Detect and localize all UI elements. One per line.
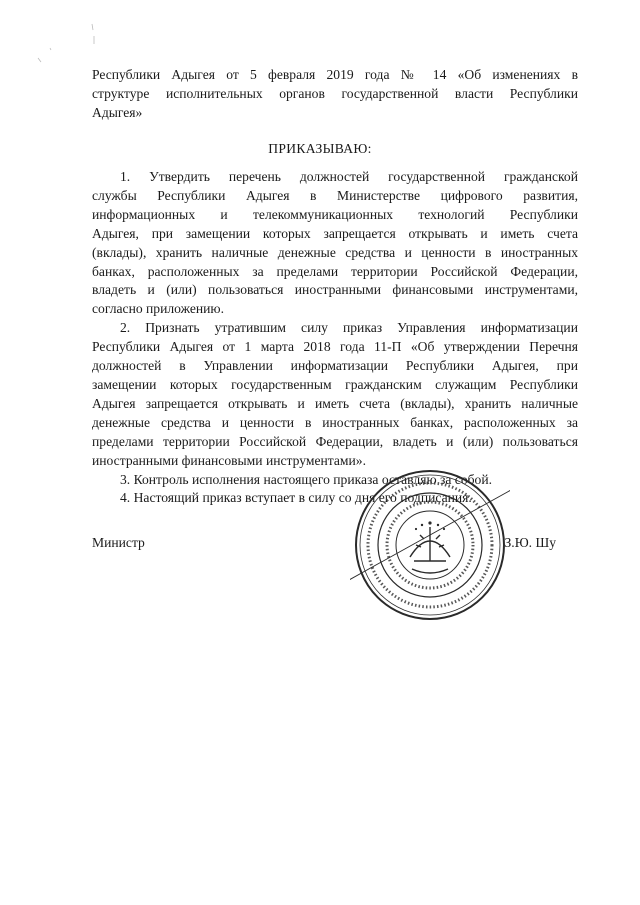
- preamble-continuation: [92, 66, 578, 123]
- p1-line: информационных и телекоммуникационных технологий Республики: [92, 206, 578, 222]
- p1-line: банках, расположенных за пределами территории Российской Федерации,: [92, 263, 578, 279]
- p1-line: службы Республики Адыгея в Министерстве цифрового развития,: [92, 187, 578, 203]
- p2-line: Адыгея запрещается открывать и иметь счета (вклады), хранить наличные: [92, 395, 578, 411]
- preamble-line: Республики Адыгея от 5 февраля 2019 года № 14 «Об изменениях в: [92, 67, 578, 82]
- p2-line: Республики Адыгея от 1 марта 2018 года 11-П «Об утверждении Перечня: [92, 339, 578, 355]
- p1-line: владеть и (или) пользоваться иностранными финансовыми инструментами,: [92, 282, 578, 298]
- signatory-title: Министр: [92, 535, 145, 550]
- preamble-line: Адыгея»: [92, 104, 143, 120]
- p2-line: пределами территории Российской Федерации, владеть и (или) пользоваться: [92, 433, 578, 449]
- p1-line: согласно приложению.: [92, 301, 224, 317]
- p1-line: (вклады), хранить наличные денежные средства и ценности в иностранных: [92, 244, 578, 260]
- paragraph-3: 3. Контроль исполнения настоящего приказа оставляю за собой.: [120, 471, 493, 487]
- p1-line: Адыгея, при замещении которых запрещается открывать и иметь счета: [92, 225, 578, 241]
- scan-artifact-marks: [30, 18, 110, 68]
- paragraph-4: 4. Настоящий приказ вступает в силу со дня его подписания.: [120, 490, 472, 506]
- paragraph-1: [92, 168, 578, 319]
- p2-line: иностранными финансовыми инструментами».: [92, 452, 366, 468]
- signatory-name: З.Ю. Шу: [504, 535, 556, 550]
- p2-line: денежные средства и ценности в иностранных банках, расположенных за: [92, 414, 578, 430]
- preamble-line: структуре исполнительных органов государственной власти Республики: [92, 85, 578, 101]
- signature-row: [92, 535, 578, 555]
- paragraph-2: [92, 319, 578, 470]
- p2-line: 2. Признать утратившим силу приказ Управления информатизации: [120, 320, 578, 336]
- order-body: [92, 168, 578, 508]
- p1-line: 1. Утвердить перечень должностей государственной гражданской: [120, 169, 578, 184]
- order-heading: ПРИКАЗЫВАЮ:: [268, 141, 372, 156]
- p2-line: должностей в Управлении информатизации Республики Адыгея, при: [92, 358, 578, 374]
- p2-line: замещении которых государственным гражданским служащим Республики: [92, 376, 578, 392]
